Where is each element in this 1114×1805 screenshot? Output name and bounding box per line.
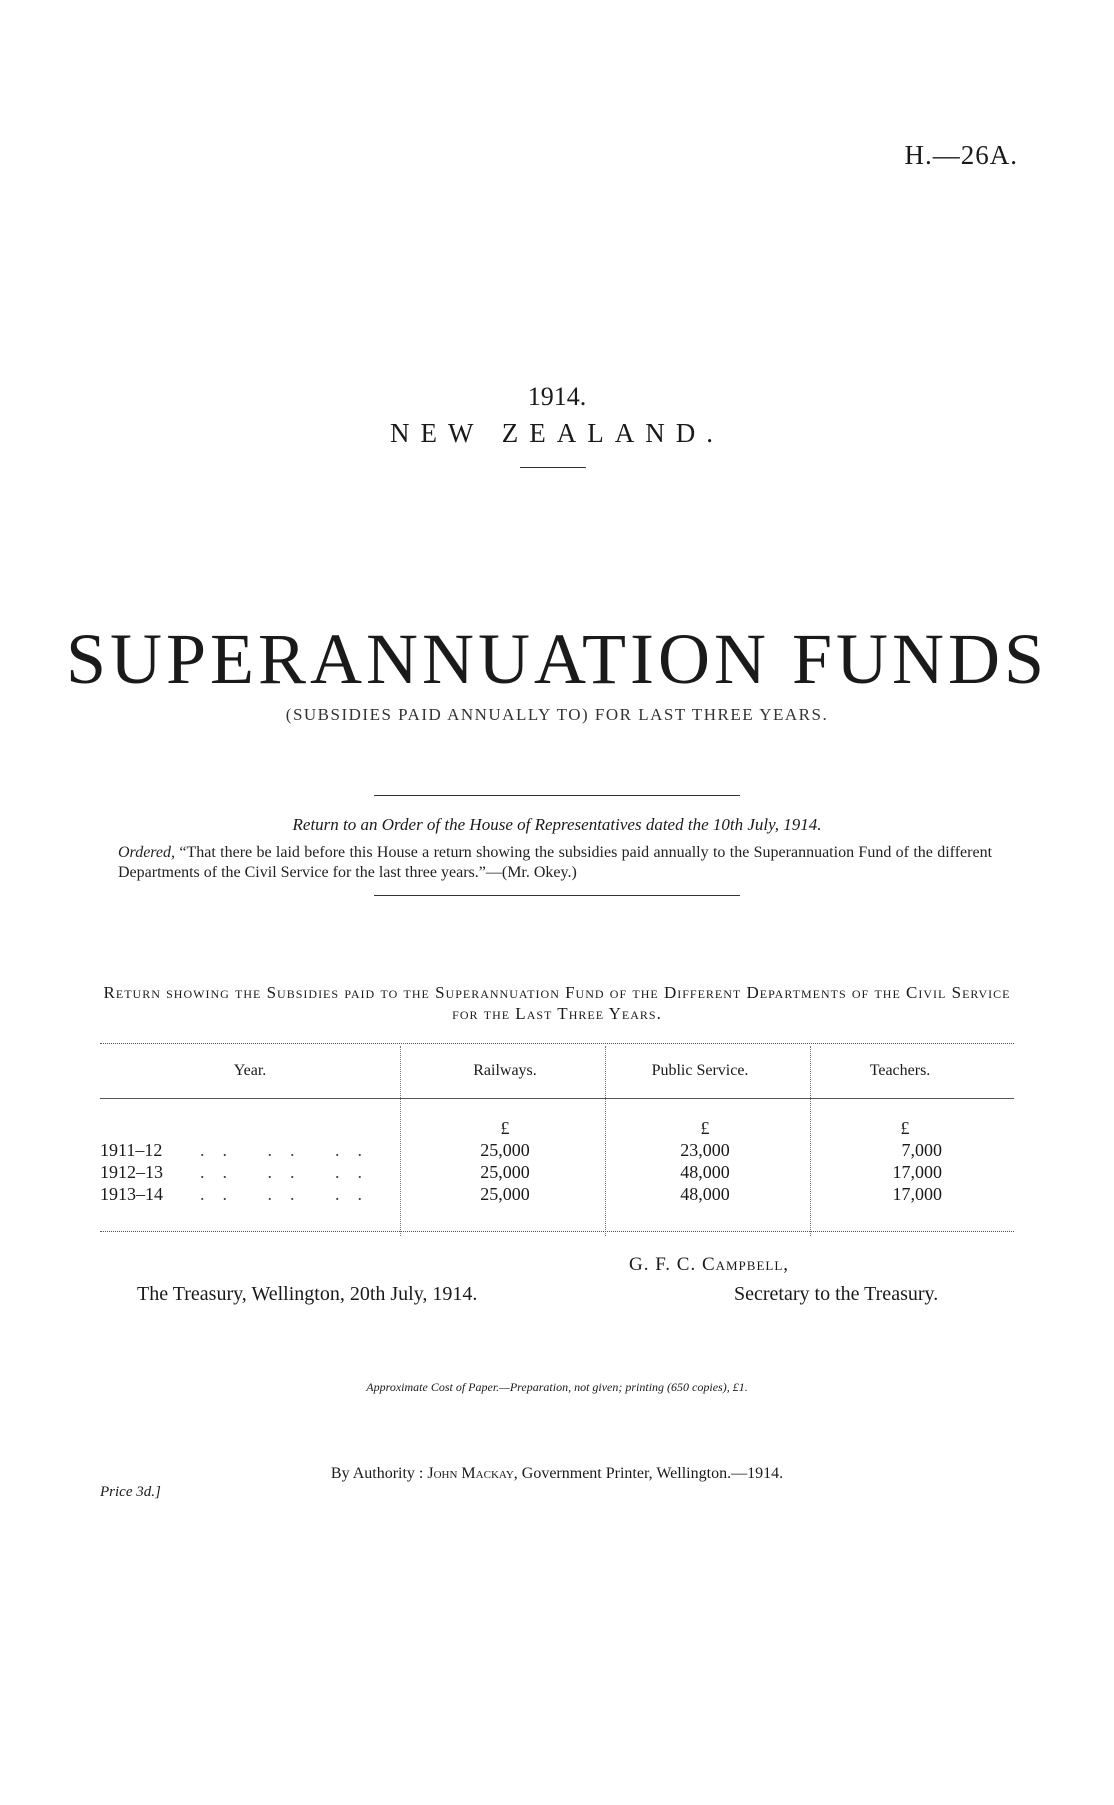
row-leader-dots: .. .. .. xyxy=(200,1162,380,1182)
short-divider xyxy=(520,467,586,468)
table-row-year: 1913–14 xyxy=(100,1184,163,1204)
page-title: SUPERANNUATION FUNDS xyxy=(65,619,1049,699)
ordered-text: “That there be laid before this House a return showing the subsidies paid annually to the Superannuation Fund of the different Departments of the Civil Service for the last three years.”—(Mr. Okey.) xyxy=(118,844,993,881)
paper-reference: H.—26A. xyxy=(904,140,1018,170)
column-header-railways: Railways. xyxy=(473,1062,537,1079)
column-divider xyxy=(605,1046,606,1236)
column-header-teachers: Teachers. xyxy=(869,1062,931,1079)
authority-suffix: , Government Printer, Wellington.—1914. xyxy=(513,1465,784,1482)
order-top-divider xyxy=(374,795,740,796)
table-row-year: 1911–12 xyxy=(100,1140,163,1160)
table-cell-public-service: 23,000 xyxy=(680,1140,730,1160)
document-year: 1914. xyxy=(527,382,587,411)
row-leader-dots: .. .. .. xyxy=(200,1140,380,1160)
table-header-rule xyxy=(100,1098,1014,1099)
table-bottom-rule xyxy=(100,1231,1014,1232)
table-cell-public-service: 48,000 xyxy=(680,1184,730,1204)
unit-railways: £ xyxy=(500,1118,510,1138)
table-cell-railways: 25,000 xyxy=(480,1140,530,1160)
signer-name: G. F. C. Campbell, xyxy=(629,1254,790,1275)
column-divider xyxy=(810,1046,811,1236)
table-top-rule xyxy=(100,1043,1014,1044)
return-order-line: Return to an Order of the House of Representatives dated the 10th July, 1914. xyxy=(292,815,822,834)
authority-prefix: By Authority : xyxy=(330,1465,428,1482)
table-row-year: 1912–13 xyxy=(100,1162,163,1182)
printer-authority xyxy=(0,1465,1114,1483)
country-heading: NEW ZEALAND. xyxy=(390,418,724,448)
unit-teachers: £ xyxy=(900,1118,910,1138)
column-divider xyxy=(400,1046,401,1236)
unit-public-service: £ xyxy=(700,1118,710,1138)
row-leader-dots: .. .. .. xyxy=(200,1184,380,1204)
page-subtitle: (SUBSIDIES PAID ANNUALLY TO) FOR LAST THREE YEARS. xyxy=(285,705,829,724)
column-header-public-service: Public Service. xyxy=(651,1062,749,1079)
ordered-label: Ordered, xyxy=(118,844,176,861)
price-note: Price 3d.] xyxy=(100,1484,161,1500)
order-bottom-divider xyxy=(374,895,740,896)
table-cell-railways: 25,000 xyxy=(480,1184,530,1204)
table-cell-teachers: 17,000 xyxy=(892,1162,942,1182)
cost-of-paper: Approximate Cost of Paper.—Preparation, not given; printing (650 copies), £1. xyxy=(366,1380,748,1394)
table-cell-teachers: 7,000 xyxy=(901,1140,942,1160)
printer-name: John Mackay xyxy=(427,1465,514,1482)
signoff-place-date: The Treasury, Wellington, 20th July, 1914. xyxy=(137,1283,478,1305)
table-cell-teachers: 17,000 xyxy=(892,1184,942,1204)
signer-role: Secretary to the Treasury. xyxy=(734,1283,939,1305)
table-cell-railways: 25,000 xyxy=(480,1162,530,1182)
ordered-paragraph xyxy=(118,843,992,883)
table-cell-public-service: 48,000 xyxy=(680,1162,730,1182)
column-header-year: Year. xyxy=(233,1062,267,1079)
table-heading: Return showing the Subsidies paid to the Superannuation Fund of the Different Departments of the Civil Service for the Last Three Years. xyxy=(103,983,1011,1023)
